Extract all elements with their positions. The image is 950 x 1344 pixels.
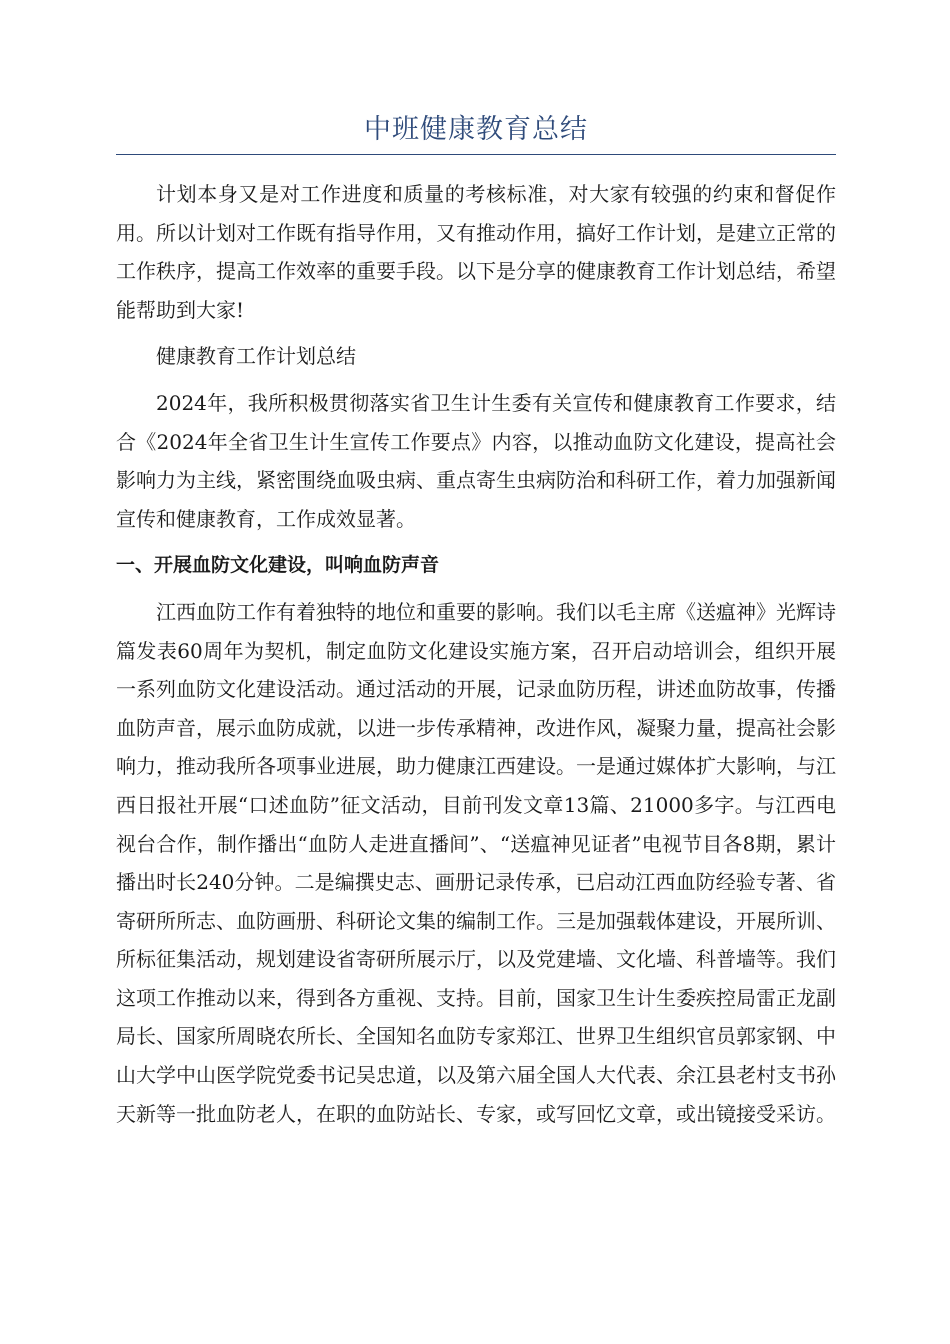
section-paragraph: 江西血防工作有着独特的地位和重要的影响。我们以毛主席《送瘟神》光辉诗篇发表60周年为契机，制定血防文化建设实施方案，召开启动培训会，组织开展一系列血防文化建设活动。通过活动的开展，记录血防历程，讲述血防故事，传播血防声音，展示血防成就，以进一步传承精神，改进作风，凝聚力量，提高社会影响力，推动我所各项事业进展，助力健康江西建设。一是通过媒体扩大影响，与江西日报社开展“口述血防”征文活动，目前刊发文章13篇、21000多字。与江西电视台合作，制作播出“血防人走进直播间”、“送瘟神见证者”电视节目各8期，累计播出时长240分钟。二是编撰史志、画册记录传承，已启动江西血防经验专著、省寄研所所志、血防画册、科研论文集的编制工作。三是加强载体建设，开展所训、所标征集活动，规划建设省寄研所展示厅，以及党建墙、文化墙、科普墙等。我们这项工作推动以来，得到各方重视、支持。目前，国家卫生计生委疾控局雷正龙副局长、国家所周晓农所长、全国知名血防专家郑江、世界卫生组织官员郭家钢、中山大学中山医学院党委书记吴忠道，以及第六届全国人大代表、余江县老村支书孙天新等一批血防老人，在职的血防站长、专家，或写回忆文章，或出镜接受采访。	[116, 599, 836, 1126]
subtitle-paragraph: 健康教育工作计划总结	[156, 344, 356, 369]
intro-paragraph: 计划本身又是对工作进度和质量的考核标准，对大家有较强的约束和督促作用。所以计划对工作既有指导作用，又有推动作用，搞好工作计划，是建立正常的工作秩序，提高工作效率的重要手段。以下是分享的健康教育工作计划总结，希望能帮助到大家!	[116, 182, 836, 322]
document-page	[116, 108, 836, 1141]
section-heading: 一、开展血防文化建设，叫响血防声音	[116, 554, 440, 577]
document-title: 中班健康教育总结	[116, 108, 836, 155]
document-body	[116, 175, 836, 1133]
overview-paragraph: 2024年，我所积极贯彻落实省卫生计生委有关宣传和健康教育工作要求，结合《2024年全省卫生计生宣传工作要点》内容，以推动血防文化建设，提高社会影响力为主线，紧密围绕血吸虫病、重点寄生虫病防治和科研工作，着力加强新闻宣传和健康教育，工作成效显著。	[116, 390, 836, 531]
